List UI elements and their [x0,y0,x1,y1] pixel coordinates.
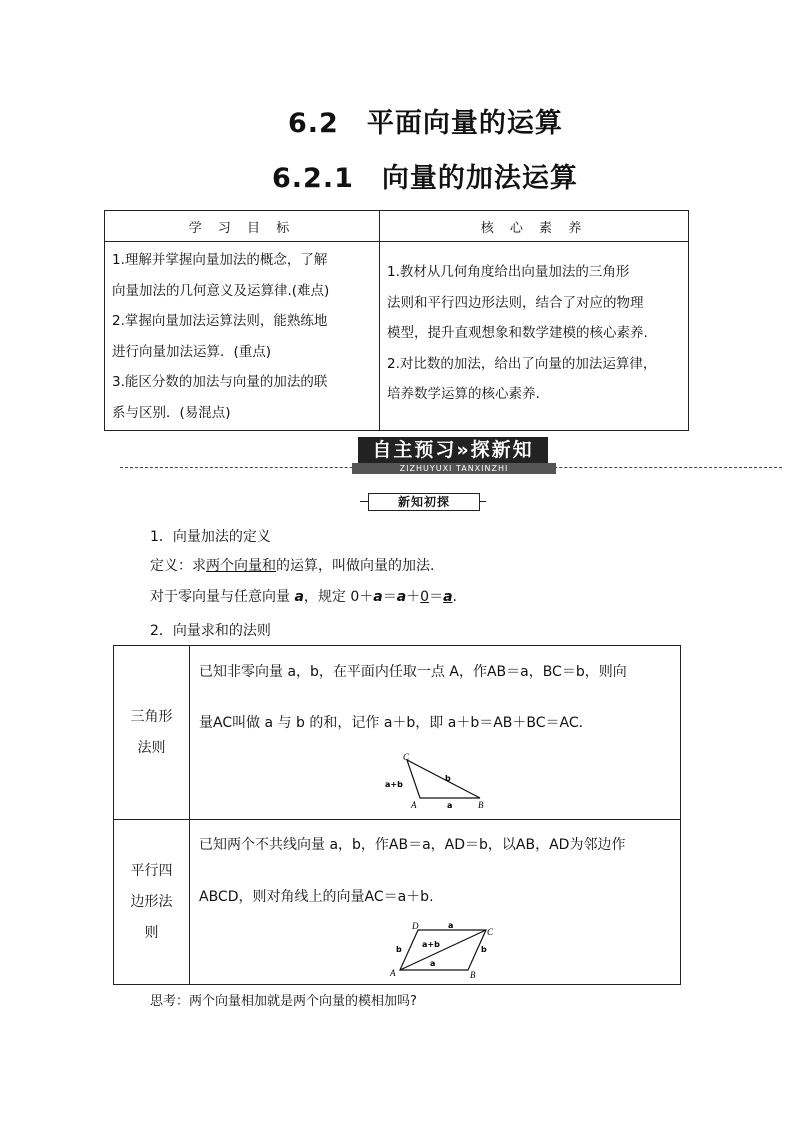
goal-line: 进行向量加法运算．(重点) [112,343,272,360]
rule-name-line: 法则 [137,739,166,756]
item2-heading: 2．向量求和的法则 [150,623,271,639]
label-b: B [478,800,484,810]
rule-name-triangle [114,646,190,820]
zero-plus: ＋ [406,589,421,605]
goals-header-right: 核 心 素 养 [380,211,689,242]
rule-name-line: 三角形 [130,708,173,725]
parallelogram-line1: 已知两个不共线向量 a，b，作AB＝a，AD＝b，以AB，AD为邻边作 [199,837,626,853]
label-d: D [412,921,419,931]
rule-name-line: 平行四 [130,862,173,879]
label-c2: C [487,927,494,937]
zero-a: a [294,589,304,605]
label-a: A [411,800,417,810]
goals-left-list [106,243,378,428]
rule-name-line: 边形法 [130,893,173,910]
zero-a2: a [373,589,383,605]
banner-title: 自主预习 [372,439,457,461]
literacy-line: 1.教材从几何角度给出向量加法的三角形 [387,264,630,280]
label-b-left: b [396,945,402,954]
label-ab2: a+b [422,940,440,949]
triangle-line1: 已知非零向量 a，b，在平面内任取一点 A，作AB＝a，BC＝b，则向 [199,664,627,680]
subsection-title: 6.2.1 向量的加法运算 [272,163,578,194]
banner-subtitle: ZIZHUYUXI TANXINZHI [352,463,556,474]
zero-text: 对于零向量与任意向量 [150,589,290,605]
zero-prefix: ，规定 0＋ [303,589,374,605]
new-knowledge-tag: 新知初探 [368,493,480,511]
label-b-right: b [481,945,487,954]
item1-definition [150,555,434,575]
def-keyword: 两个向量和 [206,558,276,574]
triangle-shape [407,760,480,798]
label-a-side: a [447,801,453,810]
parallelogram-line2: ABCD，则对角线上的向量AC＝a＋b. [199,889,434,905]
triangle-line2: 量AC叫做 a 与 b 的和，记作 a＋b，即 a＋b＝AB＋BC＝AC. [199,715,584,731]
label-a-top: a [448,921,454,930]
rule-body-triangle [190,646,681,820]
zero-eq: ＝ [429,589,444,605]
label-b2: B [470,970,476,980]
banner-arrow-icon: » [456,439,471,461]
label-a-bot: a [430,959,436,968]
zero-mid: ＝ [382,589,397,605]
label-c: C [403,752,410,762]
triangle-diagram [385,746,505,816]
label-b-side: b [445,774,451,783]
literacy-line: 模型，提升直观想象和数学建模的核心素养. [387,325,648,341]
label-ab: a+b [385,780,403,789]
zero-0: 0 [420,589,430,605]
def-suffix: 的运算，叫做向量的加法. [276,558,435,574]
section-title: 6.2 平面向量的运算 [288,108,563,139]
parallelogram-diagram [386,918,506,980]
zero-a3: a [396,589,407,605]
zero-a4: a [443,589,453,605]
diagonal-line [400,930,486,970]
goal-line: 3.能区分数的加法与向量的加法的联 [112,374,328,390]
goals-header-left: 学 习 目 标 [105,211,380,242]
think-question: 思考：两个向量相加就是两个向量的模相加吗? [150,994,417,1009]
rule-name-line: 则 [144,924,159,941]
section-banner [358,437,548,463]
banner-title2: 探新知 [470,439,534,461]
literacy-line: 法则和平行四边形法则，结合了对应的物理 [387,294,644,311]
item1-heading: 1．向量加法的定义 [150,529,271,545]
literacy-line: 2.对比数的加法，给出了向量的加法运算律， [387,355,657,372]
literacy-line: 培养数学运算的核心素养. [387,386,540,402]
item1-zero-rule [150,586,457,606]
label-a2: A [390,968,396,978]
goals-table [104,210,689,431]
goal-line: 向量加法的几何意义及运算律.(难点) [112,282,330,299]
goal-line: 1.理解并掌握向量加法的概念，了解 [112,252,328,268]
def-prefix: 定义：求 [150,558,206,574]
rule-name-parallelogram [114,820,190,985]
goals-right-list [381,243,687,410]
rule-body-parallelogram [190,820,681,985]
goal-line: 2.掌握向量加法运算法则，能熟练地 [112,313,328,329]
goal-line: 系与区别．(易混点) [112,404,231,421]
zero-end: . [452,589,457,605]
rules-table [113,645,681,985]
